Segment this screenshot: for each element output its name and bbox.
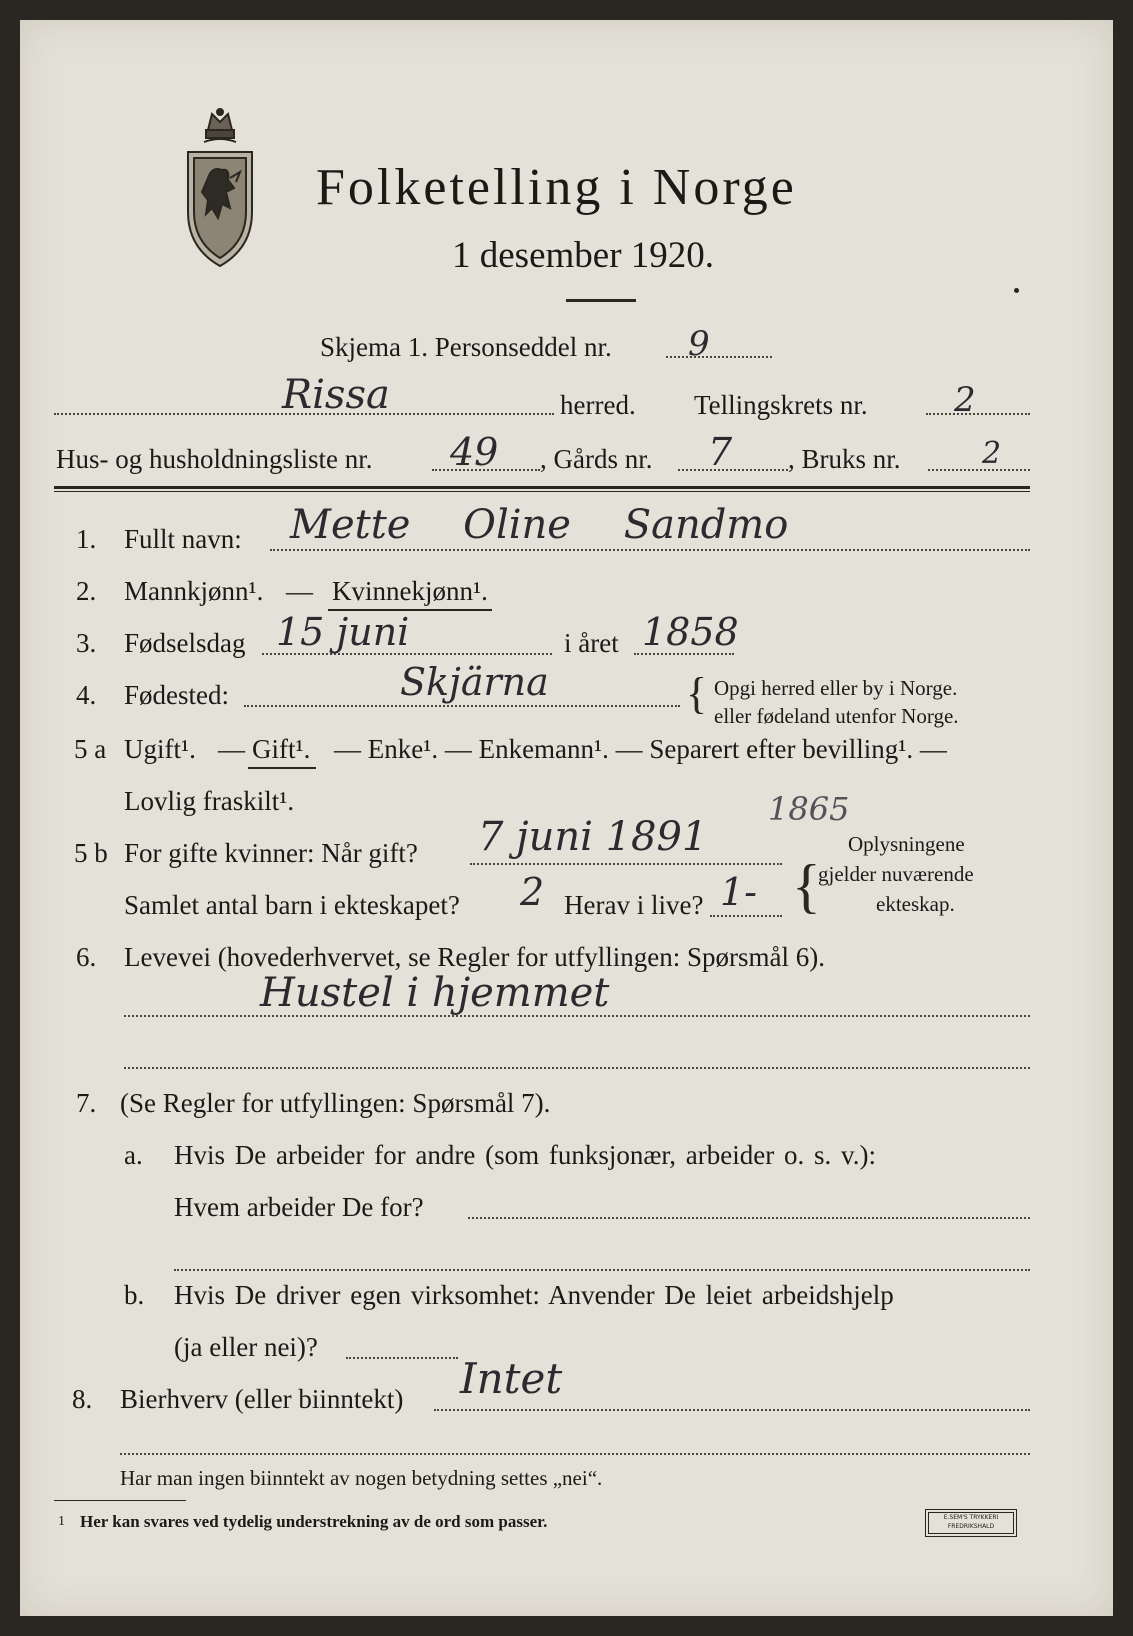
q5b-married-value: 7 juni 1891 xyxy=(478,814,708,860)
coat-of-arms-lion-icon xyxy=(182,108,258,268)
q7-label: (Se Regler for utfyllingen: Spørsmål 7). xyxy=(120,1088,551,1118)
q5a-ugift: Ugift¹. xyxy=(124,734,196,764)
q7-number: 7. xyxy=(76,1088,97,1118)
q5a-dash: — xyxy=(218,734,245,764)
q5b-children-value: 2 xyxy=(520,870,545,914)
q6-label: Levevei (hovederhvervet, se Regler for utfyllingen: Spørsmål 6). xyxy=(124,942,826,972)
tellingskrets-value: 2 xyxy=(954,380,976,420)
hus-label: Hus- og husholdningsliste nr. xyxy=(56,444,373,474)
q3-day: 15 juni xyxy=(276,610,410,654)
q5a-gift-underlined: Gift¹. xyxy=(248,734,316,769)
q6-value: Hustel i hjemmet xyxy=(260,970,610,1016)
q7a-line-2 xyxy=(174,1269,1030,1271)
q5b-number: 5 b xyxy=(74,838,108,868)
q5a-rest: — Enke¹. — Enkemann¹. — Separert efter bevilling¹. — xyxy=(334,734,947,764)
personseddel-line xyxy=(666,356,772,358)
q5b-alive-label: Herav i live? xyxy=(564,890,704,920)
q4-note-1: Opgi herred eller by i Norge. xyxy=(714,676,958,700)
q3-number: 3. xyxy=(76,628,97,658)
q2-male: Mannkjønn¹. xyxy=(124,576,264,606)
printer-stamp xyxy=(928,1512,1014,1534)
q7a-question: Hvem arbeider De for? xyxy=(174,1192,424,1222)
q3-year: 1858 xyxy=(642,610,739,654)
q8-value: Intet xyxy=(460,1354,563,1403)
gards-line xyxy=(678,469,788,471)
header-rule-bottom xyxy=(54,491,1030,492)
q6-number: 6. xyxy=(76,942,97,972)
ink-dot xyxy=(1014,288,1019,293)
bruks-value: 2 xyxy=(982,436,1002,471)
q1-value: Mette Oline Sandmo xyxy=(290,502,789,548)
footnote-mark: 1 xyxy=(58,1514,65,1529)
form-date: 1 desember 1920. xyxy=(452,235,715,276)
q5b-married-line xyxy=(470,863,782,865)
gards-value: 7 xyxy=(708,430,733,474)
q6-line-2 xyxy=(124,1067,1030,1069)
footnote-rule xyxy=(54,1500,186,1501)
q5b-correction: 1865 xyxy=(768,790,850,828)
q7a-line-1 xyxy=(468,1217,1030,1219)
q5b-label: For gifte kvinner: Når gift? xyxy=(124,838,418,868)
q8-line-2 xyxy=(120,1453,1030,1455)
q5a-number: 5 a xyxy=(74,734,107,764)
q4-line xyxy=(244,705,680,707)
q5a-line2: Lovlig fraskilt¹. xyxy=(124,786,295,816)
q4-brace: { xyxy=(686,669,708,718)
q7b-letter: b. xyxy=(124,1280,145,1310)
q3-year-label: i året xyxy=(564,628,619,658)
q6-line-1 xyxy=(124,1015,1030,1017)
title-divider xyxy=(566,299,636,302)
q4-note-2: eller fødeland utenfor Norge. xyxy=(714,704,959,728)
q5b-note-1: Oplysningene xyxy=(848,832,965,856)
q8-number: 8. xyxy=(72,1384,93,1414)
q7b-question: (ja eller nei)? xyxy=(174,1332,318,1362)
herred-value: Rissa xyxy=(282,372,390,418)
q7b-line xyxy=(346,1357,458,1359)
q4-value: Skjärna xyxy=(400,660,549,704)
q5b-note-2: gjelder nuværende xyxy=(818,862,974,886)
q3-label: Fødselsdag xyxy=(124,628,246,658)
census-form xyxy=(20,20,1113,1616)
bruks-label: , Bruks nr. xyxy=(788,444,901,474)
q7b-text: Hvis De driver egen virksomhet: Anvender De leiet arbeidshjelp xyxy=(174,1280,894,1310)
header-rule-top xyxy=(54,486,1030,489)
q4-label: Fødested: xyxy=(124,680,229,710)
q5b-brace: { xyxy=(792,853,821,919)
q4-number: 4. xyxy=(76,680,97,710)
footnote-text: Her kan svares ved tydelig understrekning av de ord som passer. xyxy=(80,1512,548,1531)
q2-dash: — xyxy=(286,576,313,606)
tellingskrets-label: Tellingskrets nr. xyxy=(694,390,868,420)
gards-label: , Gårds nr. xyxy=(540,444,653,474)
form-title: Folketelling i Norge xyxy=(316,159,797,216)
q7a-text: Hvis De arbeider for andre (som funksjonær, arbeider o. s. v.): xyxy=(174,1140,876,1170)
q1-line xyxy=(270,549,1030,551)
skjema-label: Skjema 1. Personseddel nr. xyxy=(320,332,612,362)
printer-stamp-text: E.SEM'S TRYKKERI FREDRIKSHALD xyxy=(943,1514,999,1530)
q5b-alive-value: 1- xyxy=(720,870,758,914)
tellingskrets-line xyxy=(926,413,1030,415)
q5b-children-label: Samlet antal barn i ekteskapet? xyxy=(124,890,460,920)
q2-female-underlined: Kvinnekjønn¹. xyxy=(328,576,492,611)
q1-label: Fullt navn: xyxy=(124,524,242,554)
q1-number: 1. xyxy=(76,524,97,554)
hus-value: 49 xyxy=(450,430,499,474)
bruks-line xyxy=(928,469,1030,471)
personseddel-value: 9 xyxy=(688,324,710,364)
footer-note: Har man ingen biinntekt av nogen betydning settes „nei“. xyxy=(120,1466,603,1490)
q8-label: Bierhverv (eller biinntekt) xyxy=(120,1384,404,1414)
q5b-alive-line xyxy=(710,915,782,917)
q8-line-1 xyxy=(434,1409,1030,1411)
q5b-note-3: ekteskap. xyxy=(876,892,955,916)
q2-number: 2. xyxy=(76,576,97,606)
q7a-letter: a. xyxy=(124,1140,143,1170)
herred-label: herred. xyxy=(560,390,636,420)
